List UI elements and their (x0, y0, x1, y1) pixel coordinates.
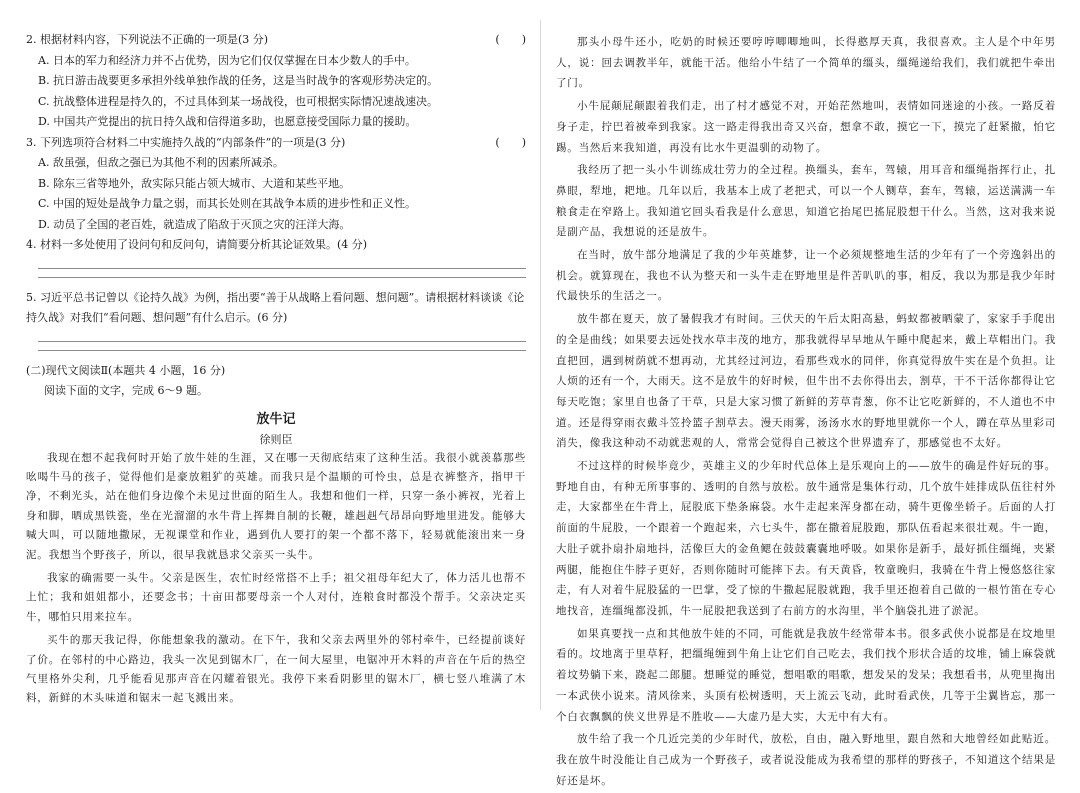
article-paragraph: 我家的确需要一头牛。父亲是医生，农忙时经常搭不上手；祖父祖母年纪大了，体力活儿也帮不上忙；我和姐姐都小，还要念书；十亩田都要母亲一个人对付，连粮食时都没个帮手。父亲决定买牛，哪怕只用来拉车。 (26, 571, 526, 623)
answer-line[interactable] (38, 350, 526, 351)
article-paragraph: 那头小母牛还小，吃奶的时候还要哼哼唧唧地叫，长得憨厚天真，我很喜欢。主人是个中年男人，说：回去调教半年，就能干活。他给小牛结了一个简单的缰头，缰绳递给我们，我们就把牛牵出了门。 (556, 36, 1056, 90)
option-d: D. 中国共产党提出的抗日持久战和信得道多助，也愿意接受国际力量的援助。 (38, 115, 417, 128)
option-c: C. 抗战整体进程是持久的，不过具体到某一场战役，也可根据实际情况速战速决。 (38, 94, 439, 108)
option-b: B. 除东三省等地外，敌实际只能占领大城市、大道和某些平地。 (38, 176, 351, 190)
article-title: 放牛记 (256, 411, 296, 427)
article-paragraph: 小牛屁颠屁颠跟着我们走，出了村才感觉不对，开始茫然地叫，表情如同迷途的小孩。一路反着身子走，拧巴着被牵到我家。这一路走得我出奇又兴奋，想拿不敢，摸它一下，摸完了赶紧撤，怕它踢。当然后来我知道，再没有比水牛更温驯的动物了。 (556, 100, 1056, 154)
question-2-stem: 2. 根据材料内容，下列说法不正确的一项是(3 分) (26, 33, 269, 46)
answer-line[interactable] (38, 341, 526, 342)
column-divider (540, 20, 541, 710)
reading-instruction: 阅读下面的文字，完成 6～9 题。 (44, 383, 208, 397)
option-b: B. 抗日游击战要更多承担外线单独作战的任务，这是当时战争的客观形势决定的。 (38, 74, 439, 87)
question-3 (26, 133, 526, 154)
right-column (556, 32, 1056, 793)
article-paragraph: 不过这样的时候毕竟少，英雄主义的少年时代总体上是乐观向上的——放牛的确是件好玩的事。野地自由，有种无所事事的、透明的自然与放松。放牛通常是集体行动，几个放牛娃排成队伍往村外走，大家都坐在牛背上，屁股底下垫条麻袋。水牛走起来浑身都在动，骑牛更像坐轿子。后面的人打前面的牛屁股，一个跟着一个跑起来，六七头牛，都在撒着屁股跑，那队伍看起来很壮观。牛一跑，大肚子就扑扇扑扇地抖，活像巨大的金鱼鳃在鼓鼓囊囊地呼吸。如果你是新手，最好抓住缰绳，夹紧两腿，能抱住牛脖子更好，否则你随时可能摔下去。有天黄昏，牧童晚归，我骑在牛背上慢悠悠往家走，有人对着牛屁股猛的一巴掌，受了惊的牛撒起屁股就跑，我手里还抱着自己做的一根竹笛在专心地找音，连缰绳都没抓，牛一屁股把我送到了右前方的水沟里，半个脑袋扎进了淤泥。 (556, 460, 1056, 617)
article-paragraph: 我现在想不起我何时开始了放牛娃的生涯，又在哪一天彻底结束了这种生活。我很小就羡慕那些吆喝牛马的孩子，觉得他们是豪放粗犷的英雄。而我只是个温顺的可怜虫，总是衣裤整齐，指甲干净，不剩光头，站在他们身边像个未见过世面的陌生人。我想和他们一样，只穿一条小裤衩，光着上身和脚，晒成黑铁瓷，坐在光溜溜的水牛背上挥舞自制的长鞭，雄赳赳气昂昂向野地里进发。能够大喊大叫，可以随地撒尿，无视课堂和作业，遇到仇人要打的架一个都不落下，轻易就能滚出来一身泥。我想当个野孩子，所以，很早我就恳求父亲买一头牛。 (26, 451, 526, 561)
answer-paren: ( ) (495, 33, 526, 46)
article-author: 徐则臣 (259, 432, 293, 446)
option-a: A. 敌虽强，但敌之强已为其他不利的因素所减杀。 (38, 156, 284, 169)
option-d: D. 动员了全国的老百姓，就造成了陷敌于灭顶之灾的汪洋大海。 (38, 217, 351, 231)
article-paragraph: 放牛都在夏天，放了暑假我才有时间。三伏天的午后太阳高悬，蚂蚁都被晒蒙了，家家手手爬出的全是曲线；如果要去远处找水草丰茂的地方，那我就得早早地从午睡中爬起来，戴上草帽出门。我直把回，遇到树荫就不想再动，尤其经过河边，看那些戏水的同伴，你真觉得放牛实在是个负担。让人烦的还有一个，大雨天。这不是放牛的好时候，但牛出不去你得出去，割草，干不干活你都得让它每天吃饱；家里自也备了干草，只是大家习惯了新鲜的芳草青葱，你不让它吃新鲜的，不人道也不中道。还是得穿雨衣戴斗笠拎篮子割草去。漫天雨雾，汤汤水水的野地里就你一个人，蹲在草丛里彩司消失，像我这种动不动就悲观的人，常常会觉得自己被这个世界遗弃了，那感觉也不太好。 (556, 313, 1056, 450)
option-a: A. 日本的军力和经济力并不占优势，因为它们仅仅掌握在日本少数人的手中。 (38, 53, 416, 67)
question-5-stem: 5. 习近平总书记曾以《论持久战》为例，指出要“善于从战略上看问题、想问题”。请根据材料谈谈《论持久战》对我们“看问题、想问题”有什么启示。(6 分) (26, 290, 525, 324)
article-paragraph: 放牛给了我一个几近完美的少年时代，放松，自由，融入野地里，跟自然和大地曾经如此贴近。我在放牛时没能让自己成为一个野孩子，或者说没能成为我希望的那样的野孩子，不知道这个结果是好还是坏。 (556, 733, 1056, 787)
answer-paren: ( ) (495, 135, 526, 149)
left-column (26, 30, 526, 713)
question-2 (26, 30, 526, 51)
question-4-stem: 4. 材料一多处使用了设问句和反问句，请简要分析其论证效果。(4 分) (26, 238, 368, 251)
answer-line[interactable] (38, 277, 526, 278)
article-paragraph: 我经历了把一头小牛训练成壮劳力的全过程。换缰头，套车，驾辕，用耳音和缰绳指挥行止，扎鼻眼，犁地，耙地。几年以后，我基本上成了老把式，可以一个人铡草，套车，驾辕，运送满满一车粮食走在窄路上。我知道它回头看我是什么意思，知道它抬尾巴搖屁股想干什么。当然，这对我来说是副产品，我想说的还是放牛。 (556, 164, 1056, 239)
article-paragraph: 如果真要找一点和其他放牛娃的不同，可能就是我放牛经常带本书。很多武侠小说都是在坟地里看的。坟地离于里草籽，把缰绳缠到牛角上让它们自己吃去，我们找个形状合适的坟堆，铺上麻袋就着坟势躺下来，跷起二郎腿。想睡觉的睡觉，想唱歌的唱歌，想发呆的发呆；我想看书，从兜里掏出一本武侠小说来。清风徐来，头顶有松树透明，天上流云飞动，此时看武侠，几等于尘翼皆忘，那一个白衣飘飘的侠义世界是不胜收——大虚乃是大实，大无中有大有。 (556, 627, 1056, 723)
article-paragraph: 在当时，放牛部分地满足了我的少年英雄梦，让一个必须规整地生活的少年有了一个旁逸斜出的机会。就算现在，我也不认为整天和一头牛走在野地里是件苦叭叭的事，相反，我以为那是我少年时代最快乐的生活之一。 (556, 249, 1056, 303)
section-heading: (二)现代文阅读Ⅱ(本题共 4 小题，16 分) (26, 363, 226, 377)
article-paragraph: 买牛的那天我记得，你能想象我的激动。在下午，我和父亲去两里外的邻村牵牛，已经提前谈好了价。在邻村的中心路边，我头一次见到锯木厂，在一间大屋里，电锯冲开木料的声音在午后的热空气里格外尖利，几乎能看见那声音在闪耀着银光。我停下来看阴影里的锯木厂，横七竖八堆满了木料，新鲜的木头味道和锯末一起飞溅出来。 (26, 634, 526, 705)
question-3-stem: 3. 下列选项符合材料二中实施持久战的“内部条件”的一项是(3 分) (26, 135, 346, 149)
option-c: C. 中国的短处是战争力量之弱，而其长处则在其战争本质的进步性和正义性。 (38, 197, 417, 210)
answer-line[interactable] (38, 268, 526, 269)
